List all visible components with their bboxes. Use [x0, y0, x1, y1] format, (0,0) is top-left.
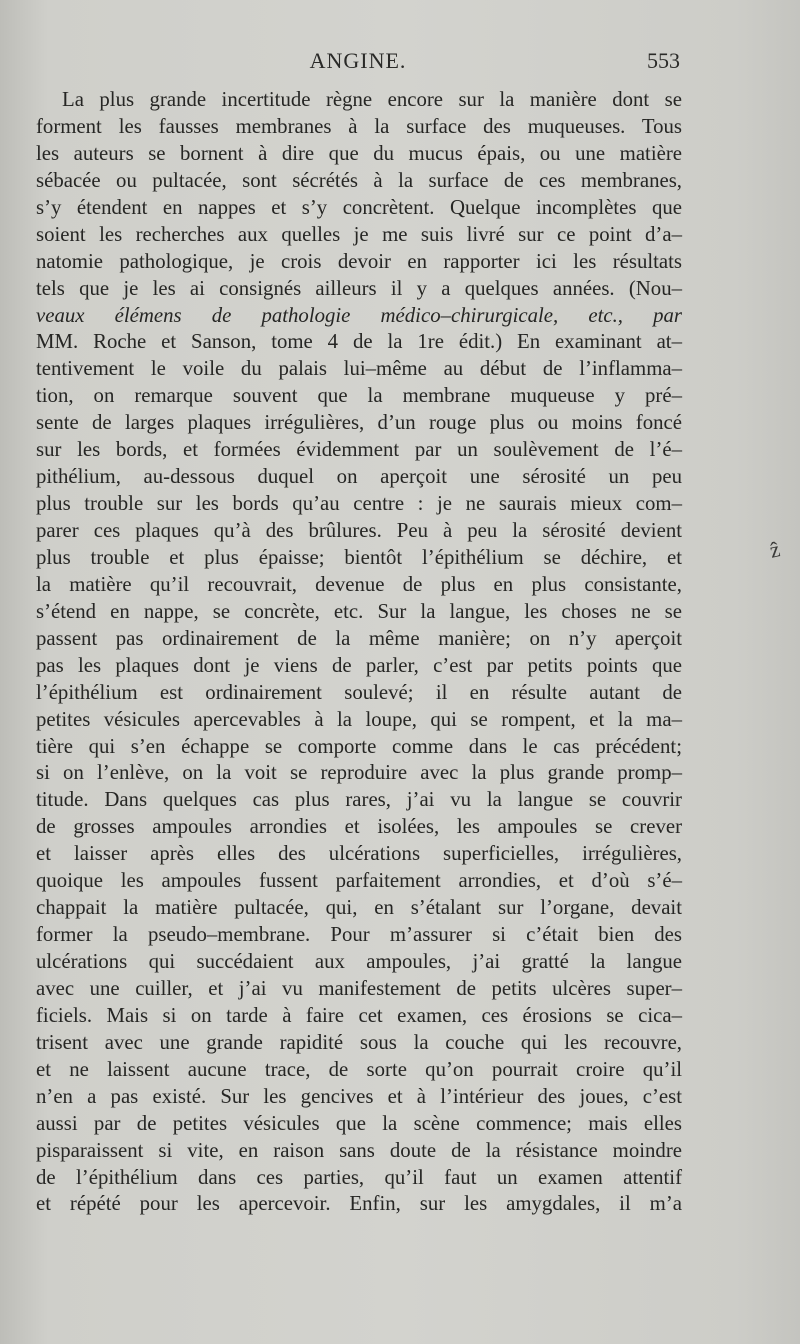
text-line: plus trouble sur les bords qu’au centre : je ne saurais mieux com– — [36, 492, 682, 516]
text-line: tels que je les ai consignés ailleurs il y a quelques années. (Nou– — [36, 276, 682, 300]
text-line: sente de larges plaques irrégulières, d’un rouge plus ou moins foncé — [36, 411, 682, 435]
margin-mark: ẑ — [767, 536, 783, 563]
text-line: s’y étendent en nappes et s’y concrètent. Quelque incomplètes que — [36, 195, 682, 219]
page-number: 553 — [647, 48, 680, 73]
body-text — [36, 87, 682, 1218]
text-line: de grosses ampoules arrondies et isolées, les ampoules se crever — [36, 815, 682, 839]
text-line: sur les bords, et formées évidemment par un soulèvement de l’é– — [36, 438, 682, 462]
running-title: ANGINE. — [309, 48, 407, 73]
text-line: la matière qu’il recouvrait, devenue de plus en plus consistante, — [36, 572, 682, 596]
text-line: ulcérations qui succédaient aux ampoules, j’ai gratté la langue — [36, 950, 682, 973]
text-line: quoique les ampoules fussent parfaitement arrondies, et d’où s’é– — [36, 869, 682, 893]
text-line: forment les fausses membranes à la surface des muqueuses. Tous — [36, 114, 682, 138]
text-line: avec une cuiller, et j’ai vu manifestement de petits ulcères super– — [36, 976, 682, 1000]
text-line: pithélium, au-dessous duquel on aperçoit une sérosité un peu — [36, 465, 682, 489]
text-line: chappait la matière pultacée, qui, en s’étalant sur l’organe, devait — [36, 896, 682, 920]
text-line: plus trouble et plus épaisse; bientôt l’épithélium se déchire, et — [36, 545, 682, 569]
text-line: MM. Roche et Sanson, tome 4 de la 1re édit.) En examinant at– — [36, 330, 682, 354]
text-line: veaux élémens de pathologie médico–chirurgicale, etc., par — [36, 303, 682, 327]
text-line: de l’épithélium dans ces parties, qu’il faut un examen attentif — [36, 1165, 682, 1189]
page-header — [36, 48, 680, 78]
text-line: pisparaissent si vite, en raison sans doute de la résistance moindre — [36, 1138, 682, 1162]
text-line: l’épithélium est ordinairement soulevé; il en résulte autant de — [36, 680, 682, 704]
text-line: passent pas ordinairement de la même manière; on n’y aperçoit — [36, 626, 682, 650]
text-line: parer ces plaques qu’à des brûlures. Peu à peu la sérosité devient — [36, 519, 682, 542]
text-line: aussi par de petites vésicules que la scène commence; mais elles — [36, 1111, 682, 1135]
text-line: pas les plaques dont je viens de parler, c’est par petits points que — [36, 653, 682, 677]
text-line: soient les recherches aux quelles je me suis livré sur ce point d’a– — [36, 222, 682, 246]
text-line: tière qui s’en échappe se comporte comme dans le cas précédent; — [36, 734, 682, 758]
text-line: sébacée ou pultacée, sont sécrétés à la surface de ces membranes, — [36, 168, 682, 192]
text-line: tentivement le voile du palais lui–même au début de l’inflamma– — [36, 357, 682, 381]
text-line: et répété pour les apercevoir. Enfin, sur les amygdales, il m’a — [36, 1192, 682, 1216]
text-line: petites vésicules apercevables à la loupe, qui se rompent, et la ma– — [36, 707, 682, 731]
text-line: La plus grande incertitude règne encore sur la manière dont se — [62, 88, 682, 111]
text-line: former la pseudo–membrane. Pour m’assurer si c’était bien des — [36, 923, 682, 947]
text-line: et laisser après elles des ulcérations superficielles, irrégulières, — [36, 842, 682, 866]
text-line: ficiels. Mais si on tarde à faire cet examen, ces érosions se cica– — [36, 1003, 682, 1027]
text-line: natomie pathologique, je crois devoir en rapporter ici les résultats — [36, 249, 682, 273]
text-line: s’étend en nappe, se concrète, etc. Sur la langue, les choses ne se — [36, 599, 682, 623]
text-line: et ne laissent aucune trace, de sorte qu’on pourrait croire qu’il — [36, 1057, 682, 1081]
text-line: trisent avec une grande rapidité sous la couche qui les recouvre, — [36, 1030, 682, 1054]
text-line: les auteurs se bornent à dire que du mucus épais, ou une matière — [36, 141, 682, 165]
text-line: n’en a pas existé. Sur les gencives et à l’intérieur des joues, c’est — [36, 1084, 682, 1108]
text-line: titude. Dans quelques cas plus rares, j’ai vu la langue se couvrir — [36, 788, 682, 812]
text-line: si on l’enlève, on la voit se reproduire avec la plus grande promp– — [36, 761, 682, 785]
text-line: tion, on remarque souvent que la membrane muqueuse y pré– — [36, 384, 682, 408]
